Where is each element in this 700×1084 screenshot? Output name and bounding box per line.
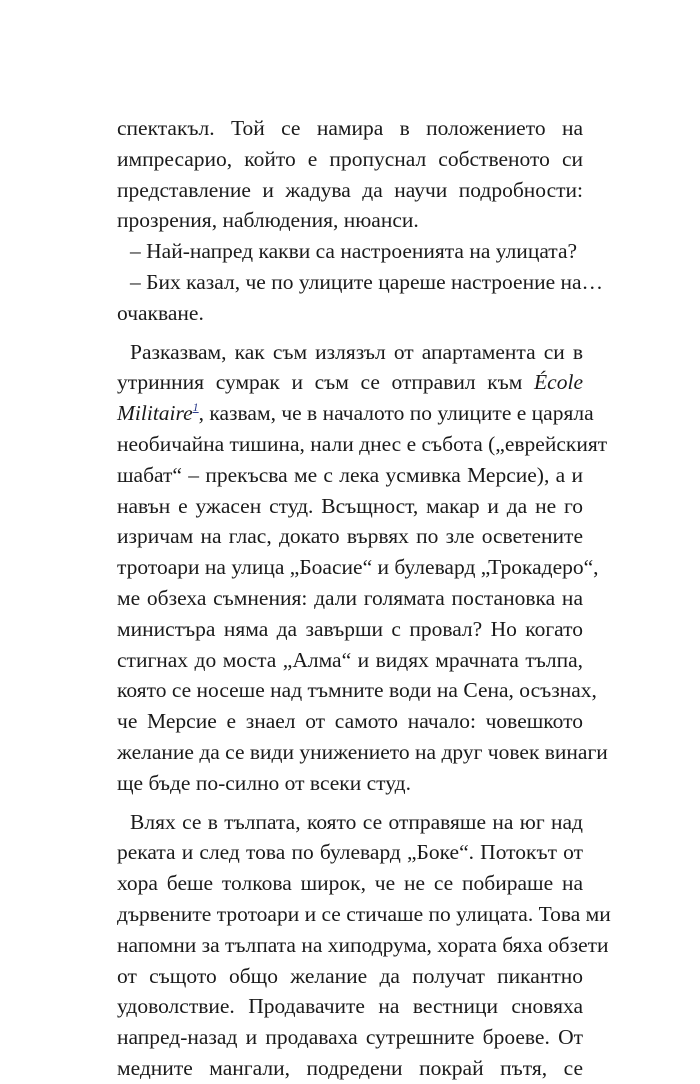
text-line: представление и жадува да научи подробности: bbox=[117, 177, 583, 202]
text-line: импресарио, който е пропуснал собственото си bbox=[117, 146, 583, 171]
text-line: ме обзеха съмнения: дали голямата постановка на bbox=[117, 585, 583, 610]
text-line: необичайна тишина, нали днес е събота („еврейският bbox=[117, 431, 608, 456]
text-line: Влях се в тълпата, която се отправяше на юг над bbox=[130, 809, 583, 834]
text-line: от същото общо желание да получат пикантно bbox=[117, 963, 583, 988]
text-line: очакване. bbox=[117, 300, 204, 325]
paragraph-gap bbox=[117, 329, 583, 337]
text-line bbox=[117, 398, 594, 429]
dialogue-line: – Най-напред какви са настроенията на улицата? bbox=[130, 239, 578, 264]
text-line: реката и след това по булевард „Боке“. Потокът от bbox=[117, 840, 583, 865]
text-line: навън е ужасен студ. Всъщност, макар и да не го bbox=[117, 493, 583, 518]
text-line: ще бъде по-силно от всеки студ. bbox=[117, 770, 411, 795]
text-line: изричам на глас, докато вървях по зле осветените bbox=[117, 524, 583, 549]
text-line: стигнах до моста „Алма“ и видях мрачната тълпа, bbox=[117, 647, 583, 672]
footnote-ref[interactable]: 1 bbox=[192, 400, 199, 415]
text-line: хора беше толкова широк, че не се побираше на bbox=[117, 871, 583, 896]
text-line bbox=[117, 367, 583, 398]
text-line: дървените тротоари и се стичаше по улицата. Това ми bbox=[117, 901, 611, 926]
text-line: прозрения, наблюдения, нюанси. bbox=[117, 208, 419, 233]
text-line: министъра няма да завърши с провал? Но когато bbox=[117, 616, 583, 641]
text-line: напомни за тълпата на хиподрума, хората бяха обзети bbox=[117, 932, 609, 957]
text-line: желание да се види унижението на друг човек винаги bbox=[117, 739, 608, 764]
body-text bbox=[117, 113, 611, 1084]
text-segment: , казвам, че в началото по улиците е царяла bbox=[198, 401, 594, 426]
dialogue-line: – Бих казал, че по улиците цареше настроение на… bbox=[130, 269, 604, 294]
italic-term: Militaire bbox=[117, 401, 193, 426]
text-line: която се носеше над тъмните води на Сена, осъзнах, bbox=[117, 678, 597, 703]
text-line: медните мангали, подредени покрай пътя, се bbox=[117, 1055, 583, 1080]
text-line: че Мерсие е знаел от самото начало: човешкото bbox=[117, 709, 583, 734]
text-line: напред-назад и продаваха сутрешните броеве. От bbox=[117, 1025, 583, 1050]
text-line: тротоари на улица „Боасие“ и булевард „Трокадеро“, bbox=[117, 555, 599, 580]
italic-term: École bbox=[534, 370, 583, 395]
text-segment: утринния сумрак и съм се отправил към bbox=[117, 370, 523, 395]
text-line: удоволствие. Продавачите на вестници сновяха bbox=[117, 994, 583, 1019]
text-line: Разказвам, как съм излязъл от апартамента си в bbox=[130, 339, 583, 364]
paragraph-gap bbox=[117, 799, 583, 807]
text-line: шабат“ – прекъсва ме с лека усмивка Мерсие), а и bbox=[117, 462, 583, 487]
text-line: спектакъл. Той се намира в положението на bbox=[117, 116, 583, 140]
